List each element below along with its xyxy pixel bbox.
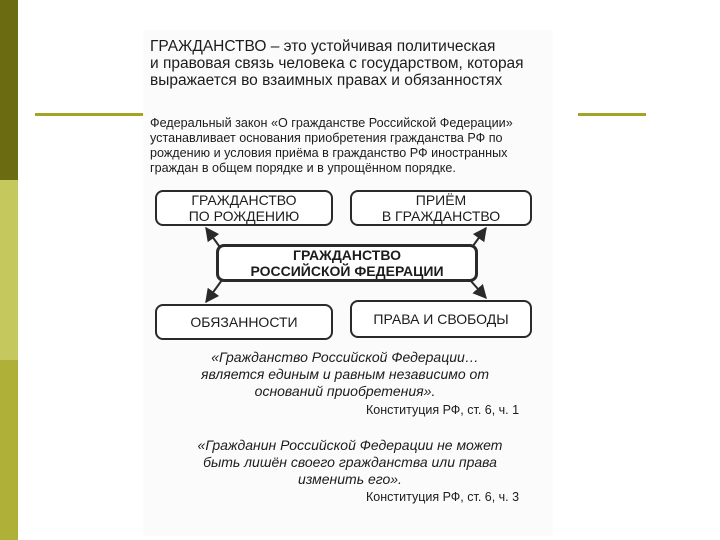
box-label-line: В ГРАЖДАНСТВО: [381, 208, 501, 224]
rights-and-freedoms-box: [350, 300, 532, 338]
box-label-line: РОССИЙСКОЙ ФЕДЕРАЦИИ: [250, 263, 444, 279]
definition-line: ГРАЖДАНСТВО – это устойчивая политическая: [150, 38, 496, 55]
constitution-citation-1: Конституция РФ, ст. 6, ч. 1: [366, 403, 520, 417]
law-line: устанавливает основания приобретения гражданства РФ по: [150, 131, 503, 145]
constitution-quote-2: [170, 437, 530, 488]
russian-citizenship-box: [216, 244, 478, 282]
constitution-quote-1: [180, 349, 510, 400]
quote-line: быть лишён своего гражданства или права: [203, 454, 497, 470]
duties-box: [155, 304, 333, 340]
law-line: граждан в общем порядке и в упрощённом порядке.: [150, 161, 456, 175]
box-label-line: ПРИЁМ: [415, 192, 467, 208]
box-label-line: ПО РОЖДЕНИЮ: [188, 208, 300, 224]
constitution-citation-2: Конституция РФ, ст. 6, ч. 3: [366, 490, 520, 504]
slide-rule-left: [35, 113, 145, 116]
quote-line: «Гражданство Российской Федерации…: [211, 349, 479, 365]
quote-line: «Гражданин Российской Федерации не может: [197, 437, 503, 453]
definition-line: выражается во взаимных правах и обязанностях: [150, 72, 503, 89]
box-label: ПРАВА И СВОБОДЫ: [373, 311, 509, 327]
law-line: Федеральный закон «О гражданстве Российской Федерации»: [150, 116, 513, 130]
law-line: рождению и условия приёма в гражданство РФ иностранных: [150, 146, 508, 160]
slide-accent-strip-middle: [0, 180, 18, 360]
quote-line: оснований приобретения».: [254, 383, 436, 399]
slide-accent-strip-top: [0, 0, 18, 180]
citizenship-by-birth-box: [155, 190, 333, 226]
definition-line: и правовая связь человека с государством, которая: [150, 55, 524, 72]
slide-accent-strip-bottom: [0, 360, 18, 540]
admission-to-citizenship-box: [350, 190, 532, 226]
quote-line: является единым и равным независимо от: [201, 366, 489, 382]
citizenship-definition: [150, 38, 560, 89]
slide-rule-right: [578, 113, 646, 116]
box-label-line: ГРАЖДАНСТВО: [293, 247, 401, 263]
quote-line: изменить его».: [298, 471, 402, 487]
box-label: ОБЯЗАННОСТИ: [190, 314, 298, 330]
box-label-line: ГРАЖДАНСТВО: [191, 192, 297, 208]
federal-law-note: [150, 116, 560, 176]
